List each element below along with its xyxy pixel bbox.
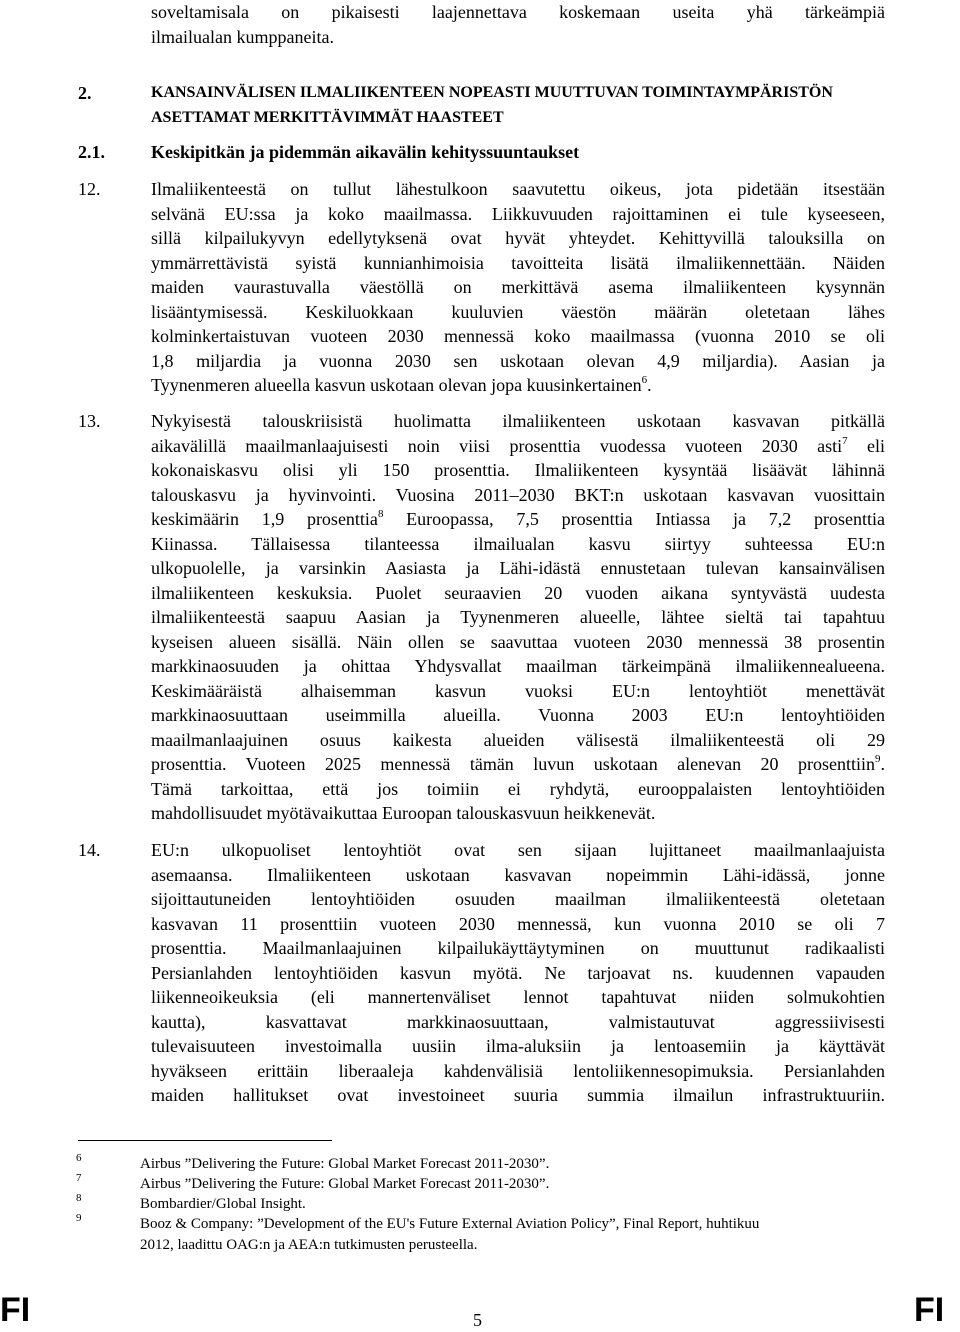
paragraph-number: 12.	[78, 179, 101, 199]
page-number: 5	[473, 1310, 482, 1330]
footnote-ref[interactable]: 9	[875, 753, 881, 765]
footnote-text: Airbus ”Delivering the Future: Global Market Forecast 2011-2030”.	[140, 1176, 550, 1192]
footnote-number: 9	[76, 1212, 82, 1224]
text-line: ymmärrettävistä syistä kunnianhimoisia tavoitteita lisätä ilmaliikennettään. Näiden	[151, 252, 885, 273]
text-line: asemaansa. Ilmaliikenteen uskotaan kasvavan nopeimmin Lähi-idässä, jonne	[151, 864, 885, 885]
text-line: aikavälillä maailmanlaajuisesti noin viisi prosenttia vuodessa vuoteen 2030 asti$^7$ eli	[151, 434, 885, 456]
language-mark-left: FI	[0, 1291, 31, 1329]
text-line: liikenneoikeuksia (eli mannertenväliset lennot tapahtuvat niiden solmukohtien	[151, 987, 885, 1007]
text-line: Nykyisestä talouskriisistä huolimatta ilmaliikenteen uskotaan kasvavan pitkällä	[151, 411, 885, 431]
text-line: Tyynenmeren alueella kasvun uskotaan olevan jopa kuusinkertainen$^6$.	[151, 374, 652, 395]
section-number: 2.	[78, 83, 92, 103]
text-line: sijoittautuneiden lentoyhtiöiden osuuden maailman ilmaliikenteestä oletetaan	[151, 889, 885, 909]
section-heading-line1: KANSAINVÄLISEN ILMALIIKENTEEN NOPEASTI MUUTTUVAN TOIMINTAYMPÄRISTÖN	[151, 84, 833, 101]
text-line: kyseisen alueen sisällä. Näin ollen se saavuttaa vuoteen 2030 mennessä 38 prosentin	[151, 631, 885, 652]
text-line: kolminkertaistuvan vuoteen 2030 mennessä koko maailmassa (vuonna 2010 se oli	[151, 326, 885, 346]
text-line: Keskimääräistä alhaisemman kasvun vuoksi EU:n lentoyhtiöt menettävät	[151, 680, 885, 701]
footnote-number: 6	[76, 1152, 82, 1164]
text-line: selvänä EU:ssa ja koko maailmassa. Liikkuvuuden rajoittaminen ei tule kyseeseen,	[151, 203, 885, 224]
footnote-ref[interactable]: 8	[377, 508, 384, 520]
text-line: soveltamisala on pikaisesti laajennettava koskemaan useita yhä tärkeämpiä	[151, 2, 885, 22]
text-line: keskimäärin 1,9 prosenttia$^8$ Euroopassa, 7,5 prosenttia Intiassa ja 7,2 prosenttia	[151, 508, 886, 529]
text-line: maailmanlaajuinen osuus kaikesta alueiden välisestä ilmaliikenteestä oli 29	[151, 729, 885, 750]
text-line: maiden vaurastuvalla väestöllä on merkittävä asema ilmaliikenteen kysynnän	[151, 277, 885, 297]
text-line: ilmailualan kumppaneita.	[151, 26, 334, 47]
text-line: prosenttia. Maailmanlaajuinen kilpailukäyttäytyminen on muuttunut radikaalisti	[151, 938, 885, 958]
footnote-text: Airbus ”Delivering the Future: Global Market Forecast 2011-2030”.	[140, 1156, 550, 1172]
text-line: Kiinassa. Tällaisessa tilanteessa ilmailualan kasvu siirtyy suhteessa EU:n	[151, 533, 885, 554]
footnote-text: Bombardier/Global Insight.	[140, 1196, 306, 1212]
section-heading-line2: ASETTAMAT MERKITTÄVIMMÄT HAASTEET	[151, 109, 504, 126]
text-line: hyväkseen erittäin liberaaleja kahdenvälisiä lentoliikennesopimuksia. Persianlahden	[151, 1060, 885, 1081]
footnote-text: Booz & Company: ”Development of the EU's Future External Aviation Policy”, Final Report, huhtikuu	[140, 1216, 760, 1232]
subsection-heading: Keskipitkän ja pidemmän aikavälin kehityssuuntaukset	[151, 142, 580, 162]
text-line: 1,8 miljardia ja vuonna 2030 sen uskotaan olevan 4,9 miljardia). Aasian ja	[151, 350, 885, 371]
footnote-text-continued: 2012, laadittu OAG:n ja AEA:n tutkimusten perusteella.	[140, 1237, 478, 1253]
text-line: kasvavan 11 prosenttiin vuoteen 2030 mennessä, kun vuonna 2010 se oli 7	[151, 913, 885, 934]
text-line: ilmaliikenteen keskuksia. Puolet seuraavien 20 vuoden aikana syntyvästä uudesta	[151, 582, 885, 603]
text-line: mahdollisuudet myötävaikuttaa Euroopan talouskasvuun heikkenevät.	[151, 803, 656, 823]
text-line: Ilmaliikenteestä on tullut lähestulkoon saavutettu oikeus, jota pidetään itsestään	[151, 179, 885, 199]
subsection-number: 2.1.	[78, 142, 105, 162]
text-line: EU:n ulkopuoliset lentoyhtiöt ovat sen sijaan lujittaneet maailmanlaajuista	[151, 840, 885, 860]
language-mark-right: FI	[914, 1291, 945, 1329]
text-line: Tämä tarkoittaa, että jos toimiin ei ryhdytä, eurooppalaisten lentoyhtiöiden	[151, 778, 885, 799]
text-line: ilmaliikenteestä saapuu Aasian ja Tyynenmeren alueelle, lähtee sieltä tai tapahtuu	[151, 607, 885, 627]
text-line: sillä kilpailukyvyn edellytyksenä ovat hyvät yhteydet. Kehittyvillä talouksilla on	[151, 228, 885, 248]
text-line: markkinaosuuden ja ohittaa Yhdysvallat maailman tärkeimpänä ilmaliikennealueena.	[151, 656, 885, 676]
footnote-separator	[78, 1140, 332, 1141]
text-line: Persianlahden lentoyhtiöiden kasvun myötä. Ne tarjoavat ns. kuudennen vapauden	[151, 962, 885, 983]
footnote-number: 8	[76, 1192, 82, 1204]
text-line: markkinaosuuttaan useimmilla alueilla. Vuonna 2003 EU:n lentoyhtiöiden	[151, 705, 885, 725]
text-line: tulevaisuuteen investoimalla uusiin ilma-aluksiin ja lentoasemiin ja käyttävät	[151, 1036, 885, 1056]
text-line: lisääntymisessä. Keskiluokkaan kuuluvien väestön määrän oletetaan lähes	[151, 301, 885, 322]
footnote-number: 7	[76, 1172, 82, 1184]
text-line: talouskasvu ja hyvinvointi. Vuosina 2011–2030 BKT:n uskotaan kasvavan vuosittain	[151, 484, 885, 505]
footnote-ref[interactable]: 7	[842, 434, 848, 447]
text-line: kautta), kasvattavat markkinaosuuttaan, valmistautuvat aggressiivisesti	[151, 1011, 885, 1032]
paragraph-number: 14.	[78, 840, 101, 860]
text-line: maiden hallitukset ovat investoineet suuria summia ilmailun infrastruktuuriin.	[151, 1085, 885, 1105]
text-line: kokonaiskasvu olisi yli 150 prosenttia. Ilmaliikenteen kysyntää lisäävät lähinnä	[151, 460, 885, 480]
footnote-ref[interactable]: 6	[641, 374, 648, 386]
paragraph-number: 13.	[78, 411, 101, 431]
text-line: ulkopuolelle, ja varsinkin Aasiasta ja Lähi-idästä ennustetaan tulevan kansainvälisen	[151, 558, 885, 578]
text-line: prosenttia. Vuoteen 2025 mennessä tämän luvun uskotaan alenevan 20 prosenttiin$^9$.	[151, 753, 885, 774]
